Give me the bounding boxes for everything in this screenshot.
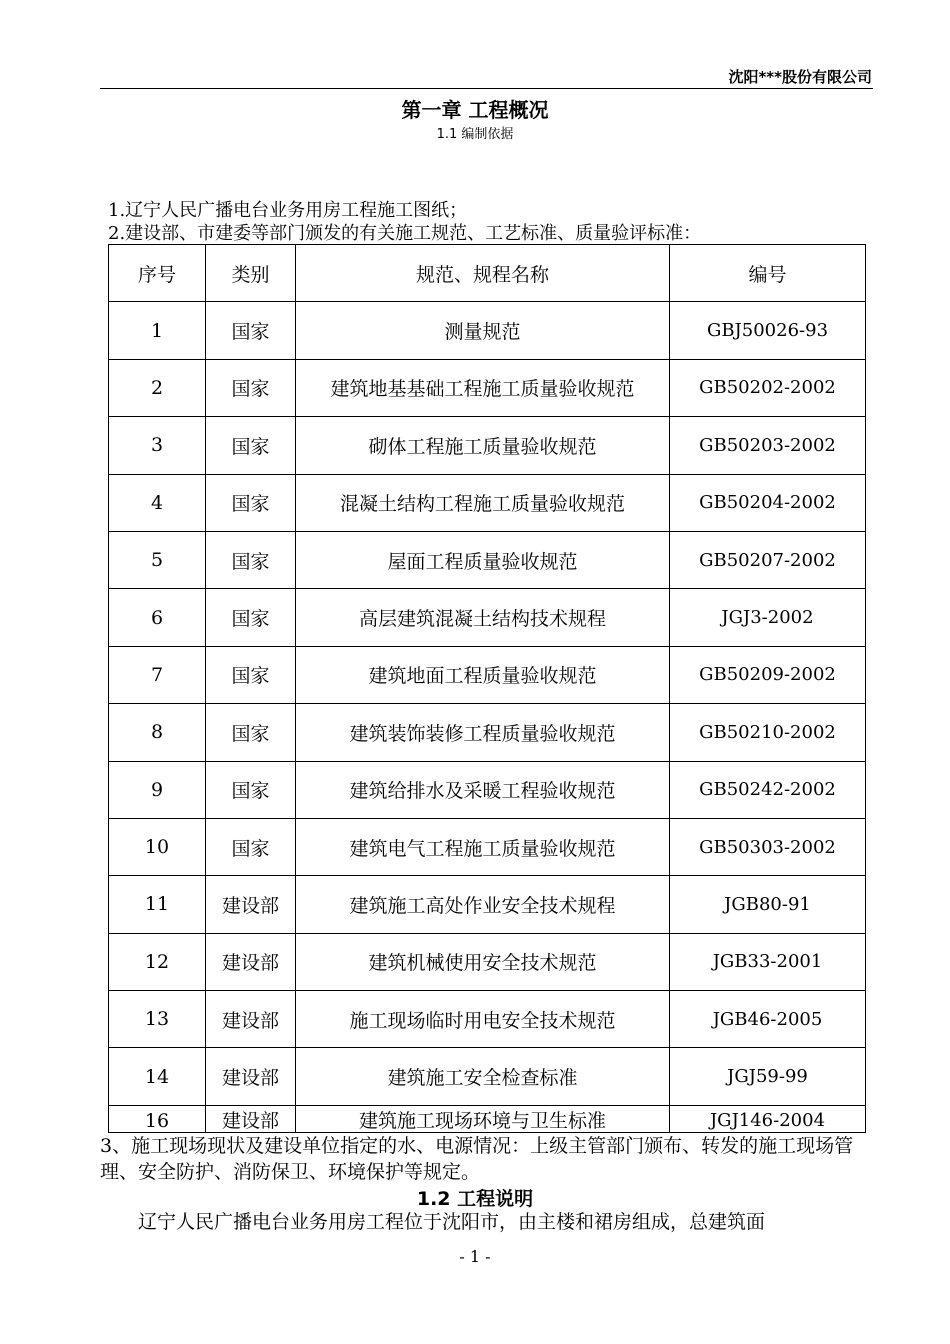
cell-standard-name: 施工现场临时用电安全技术规范: [296, 991, 670, 1048]
cell-index: 7: [109, 646, 206, 703]
cell-code: GB50210-2002: [670, 704, 866, 761]
cell-index: 3: [109, 417, 206, 474]
cell-category: 国家: [206, 474, 296, 531]
cell-standard-name: 建筑施工高处作业安全技术规程: [296, 876, 670, 933]
cell-category: 国家: [206, 646, 296, 703]
table-row: [109, 417, 866, 474]
standards-table: [108, 244, 866, 1133]
table-row: [109, 589, 866, 646]
cell-index: 16: [109, 1105, 206, 1132]
col-header-name: 规范、规程名称: [296, 245, 670, 302]
cell-index: 14: [109, 1048, 206, 1105]
cell-category: 国家: [206, 761, 296, 818]
cell-category: 国家: [206, 818, 296, 875]
table-row: [109, 474, 866, 531]
description-text: 辽宁人民广播电台业务用房工程位于沈阳市，由主楼和裙房组成，总建筑面: [138, 1211, 766, 1233]
cell-index: 5: [109, 531, 206, 588]
cell-index: 12: [109, 933, 206, 990]
chapter-title: 第一章 工程概况: [401, 98, 549, 122]
col-header-index: 序号: [109, 245, 206, 302]
cell-code: JGJ3-2002: [670, 589, 866, 646]
cell-standard-name: 建筑机械使用安全技术规范: [296, 933, 670, 990]
cell-standard-name: 建筑地面工程质量验收规范: [296, 646, 670, 703]
cell-code: GBJ50026-93: [670, 302, 866, 359]
cell-category: 国家: [206, 589, 296, 646]
cell-index: 2: [109, 359, 206, 416]
table-row: [109, 933, 866, 990]
table-row: [109, 1048, 866, 1105]
table-row: [109, 359, 866, 416]
cell-category: 国家: [206, 704, 296, 761]
cell-code: JGJ146-2004: [670, 1105, 866, 1132]
paragraph-site-conditions: 3、施工现场现状及建设单位指定的水、电源情况：上级主管部门颁布、转发的施工现场管理、安全防护、消防保卫、环境保护等规定。: [100, 1135, 854, 1183]
cell-category: 建设部: [206, 991, 296, 1048]
cell-code: JGB46-2005: [670, 991, 866, 1048]
table-row: [109, 761, 866, 818]
cell-code: GB50207-2002: [670, 531, 866, 588]
table-row: [109, 302, 866, 359]
cell-index: 11: [109, 876, 206, 933]
cell-category: 国家: [206, 417, 296, 474]
cell-code: JGJ59-99: [670, 1048, 866, 1105]
table-row: [109, 818, 866, 875]
paragraph-project-description: [100, 1209, 880, 1235]
cell-code: GB50303-2002: [670, 818, 866, 875]
company-name: 沈阳***股份有限公司: [728, 68, 872, 86]
section-title-1-2: 1.2 工程说明: [416, 1188, 534, 1210]
cell-standard-name: 建筑施工安全检查标准: [296, 1048, 670, 1105]
cell-category: 建设部: [206, 1048, 296, 1105]
table-row: [109, 1105, 866, 1132]
cell-standard-name: 高层建筑混凝土结构技术规程: [296, 589, 670, 646]
cell-code: GB50242-2002: [670, 761, 866, 818]
cell-standard-name: 屋面工程质量验收规范: [296, 531, 670, 588]
table-row: [109, 991, 866, 1048]
cell-code: GB50202-2002: [670, 359, 866, 416]
page-number: - 1 -: [459, 1247, 491, 1266]
table-row: [109, 531, 866, 588]
cell-category: 国家: [206, 531, 296, 588]
cell-standard-name: 建筑地基基础工程施工质量验收规范: [296, 359, 670, 416]
cell-standard-name: 建筑装饰装修工程质量验收规范: [296, 704, 670, 761]
cell-category: 建设部: [206, 1105, 296, 1132]
cell-index: 9: [109, 761, 206, 818]
col-header-code: 编号: [670, 245, 866, 302]
cell-category: 国家: [206, 359, 296, 416]
cell-index: 4: [109, 474, 206, 531]
cell-code: JGB80-91: [670, 876, 866, 933]
table-row: [109, 646, 866, 703]
basis-item: 2.建设部、市建委等部门颁发的有关施工规范、工艺标准、质量验评标准：: [108, 223, 702, 244]
cell-standard-name: 建筑电气工程施工质量验收规范: [296, 818, 670, 875]
table-header-row: [109, 245, 866, 302]
section-title-1-1: 1.1 编制依据: [436, 127, 514, 142]
cell-index: 1: [109, 302, 206, 359]
cell-index: 10: [109, 818, 206, 875]
basis-item: 1.辽宁人民广播电台业务用房工程施工图纸；: [108, 200, 468, 221]
cell-code: GB50204-2002: [670, 474, 866, 531]
cell-index: 13: [109, 991, 206, 1048]
table-row: [109, 876, 866, 933]
cell-code: JGB33-2001: [670, 933, 866, 990]
cell-standard-name: 建筑给排水及采暖工程验收规范: [296, 761, 670, 818]
cell-standard-name: 建筑施工现场环境与卫生标准: [296, 1105, 670, 1132]
cell-category: 建设部: [206, 876, 296, 933]
table-row: [109, 704, 866, 761]
col-header-category: 类别: [206, 245, 296, 302]
cell-code: GB50203-2002: [670, 417, 866, 474]
cell-standard-name: 砌体工程施工质量验收规范: [296, 417, 670, 474]
cell-code: GB50209-2002: [670, 646, 866, 703]
cell-index: 6: [109, 589, 206, 646]
cell-standard-name: 混凝土结构工程施工质量验收规范: [296, 474, 670, 531]
cell-standard-name: 测量规范: [296, 302, 670, 359]
cell-category: 国家: [206, 302, 296, 359]
cell-category: 建设部: [206, 933, 296, 990]
cell-index: 8: [109, 704, 206, 761]
header-divider: [100, 88, 873, 89]
